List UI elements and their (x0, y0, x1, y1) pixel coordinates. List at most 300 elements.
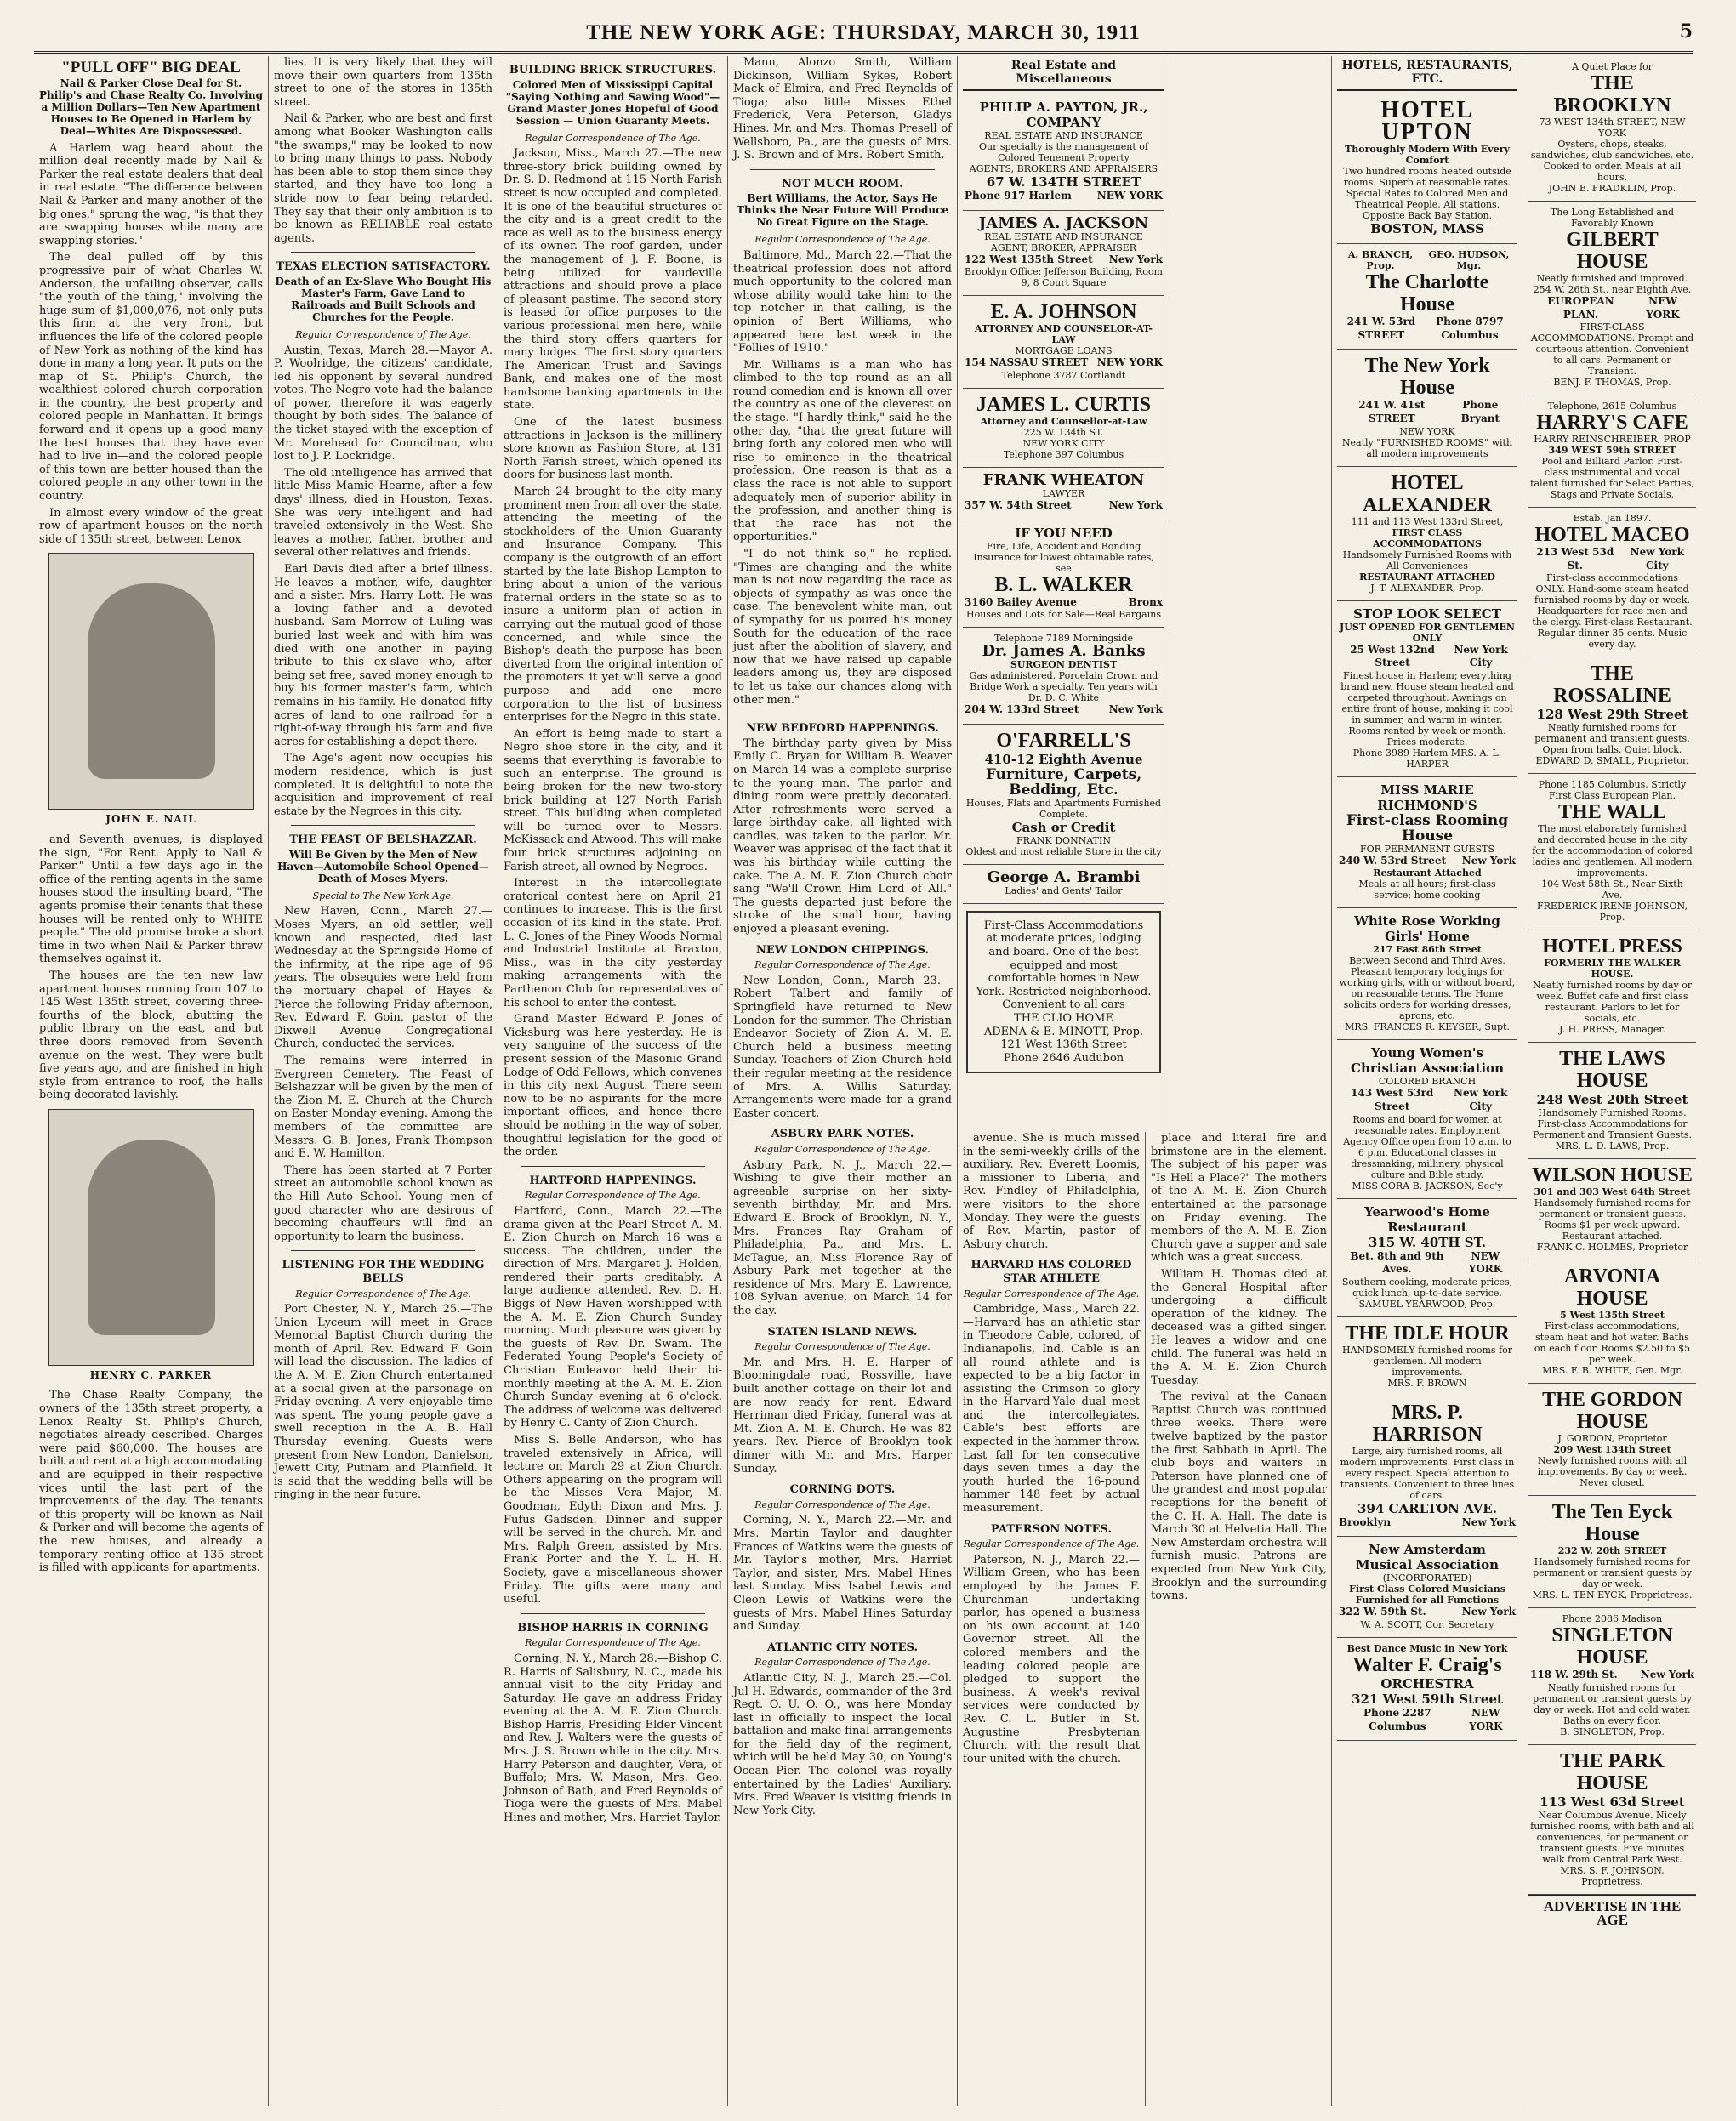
ad-walker (963, 520, 1164, 628)
article-paragraph: Jackson, Miss., March 27.—The new three-story brick building owned by Dr. S. D. Redmond at 115 North Farish street is now occupied and completed. It is one of the beautiful structures of the city and is a great credit to the race as well as to the business energy of its owner. The roof garden, under the management of J. F. Boone, is being utilized for vaudeville attractions and should prove a place of pleasant pastime. The second story is leased for office purposes to the various professional men here, while the third story offers quarters for many lodges. The first story quarters The American Trust and Savings Bank, and makes one of the most handsome banking apartments in the state. (504, 147, 722, 412)
ad-name: ARVONIA HOUSE (1563, 1265, 1661, 1311)
headline-asbury-park: ASBURY PARK NOTES. (771, 1128, 914, 1141)
ad-brambi (963, 865, 1164, 904)
ad-line: MORTGAGE LOANS (1015, 345, 1113, 357)
ad-address: 113 West 63d Street (1540, 1794, 1685, 1810)
deck-building-brick: Colored Men of Mississippi Capital "Saying Nothing and Sawing Wood"—Grand Master Jones Hopeful of Good Session — Union Guaranty Meets. (505, 78, 720, 127)
ad-name: New Amsterdam Musical Association (1355, 1542, 1500, 1573)
ad-city: New York (1108, 498, 1163, 511)
ad-address: 301 and 303 West 64th Street (1534, 1186, 1691, 1198)
article-paragraph: Earl Davis died after a brief illness. He leaves a mother, wife, daughter and a sister. Mrs. Harry Lott. He was a loving father and a devoted husband. Sam Morrow of Luling was buried last week and with him was died with one another in paying tribute to this ex-slave who, after being set free, saved money enough to buy his former master's farm, which remains in his family. He donated fifty acres of land to one railroad for a right-of-way through his farm and five acres for establishing a depot there. (274, 563, 492, 748)
ad-address: 357 W. 54th Street (965, 498, 1072, 511)
byline: Regular Correspondence of The Age. (525, 1637, 701, 1649)
ad-line: ORCHESTRA (1380, 1675, 1474, 1692)
headline-feast-of-belshazzar: THE FEAST OF BELSHAZZAR. (289, 833, 477, 847)
article-paragraph: Grand Master Edward P. Jones of Vicksburg was here yesterday. He is very sanguine of the success of the present session of the Masonic Grand Lodge of Odd Fellows, which convenes in this city next August. There seem now to be no aspirants for the more important offices, and hence there should be nothing in the way of sober, thoughtful legislation for the good of the order. (504, 1013, 722, 1159)
ad-line: Handsomely furnished rooms for permanent or transient guests. Rooms $1 per week upward. Restaurant attached. (1534, 1197, 1691, 1242)
ad-city: NEW YORK (1469, 1706, 1503, 1732)
ad-wilson-house (1528, 1159, 1696, 1260)
real-estate-ads (958, 56, 1170, 1132)
ad-line: Ladies' and Gents' Tailor (1005, 884, 1123, 896)
ad-line: SAMUEL YEARWOOD, Prop. (1358, 1298, 1496, 1310)
section-header-hotels: HOTELS, RESTAURANTS, ETC. (1337, 56, 1517, 91)
ad-curtis (963, 389, 1164, 468)
ad-wheaton (963, 468, 1164, 520)
ad-name: THE LAWS HOUSE (1559, 1048, 1665, 1093)
ad-ofarrell (963, 725, 1164, 865)
ad-name: JAMES L. CURTIS (976, 393, 1152, 416)
byline: Regular Correspondence of The Age. (295, 328, 471, 340)
ad-white-rose (1337, 908, 1517, 1040)
ad-city: NEW YORK (1399, 425, 1455, 437)
ad-the-wall (1528, 774, 1696, 930)
ad-name: MISS MARIE RICHMOND'S (1377, 782, 1477, 813)
ad-line: Houses and Lots for Sale—Real Bargains (966, 609, 1161, 621)
ad-line: MRS. FRANCES R. KEYSER, Supt. (1345, 1021, 1510, 1033)
ad-phone: Phone 8797 Columbus (1436, 316, 1504, 341)
ad-line: The Long Established and Favorably Known (1550, 207, 1675, 229)
ad-line: BENJ. F. THOMAS, Prop. (1553, 377, 1671, 389)
ad-line: Two hundred rooms heated outside rooms. Superb at reasonable rates. Special Rates to Colored Men and Theatrical People. All stations. Opposite Back Bay Station. (1343, 166, 1511, 222)
ad-payton (963, 94, 1164, 211)
ad-line: First-class accommodations ONLY. Hand-some steam heated furnished rooms by day or week. Headquarters for race men and the clergy. First-class Restaurant. Regular dinner 35 cents. Music every day. (1532, 572, 1693, 651)
ad-line: FIRST CLASS ACCOMMODATIONS (1373, 526, 1482, 549)
headline-corning-dots: CORNING DOTS. (789, 1483, 896, 1497)
ad-line: Handsomely Furnished Rooms. First-class Accommodations for Permanent and Transient Guests. (1533, 1107, 1692, 1141)
headline-new-bedford: NEW BEDFORD HAPPENINGS. (746, 722, 939, 736)
article-paragraph: Corning, N. Y., March 22.—Mr. and Mrs. Martin Taylor and daughter Frances of Watkins were the guests of Mr. Taylor's mother, Mrs. Harriet Taylor, and sister, Mrs. Mabel Hines last Sunday. Miss Isabel Lewis and Cleon Lewis of Watkins were the guests of Mrs. Mabel Hines Saturday and Sunday. (733, 1514, 952, 1634)
ad-park-house (1528, 1745, 1696, 1895)
ad-line: JUST OPENED FOR GENTLEMEN ONLY (1340, 621, 1515, 644)
ad-address: 154 NASSAU STREET (965, 356, 1089, 369)
article-paragraph: The Age's agent now occupies his modern residence, which is just completed. It is delightful to note the acquisition and improvement of real estate by the Negroes in this city. (274, 752, 492, 818)
ad-line: FRANK DONNATIN (1016, 834, 1111, 846)
ad-line: ATTORNEY AND COUNSELOR-AT-LAW (975, 323, 1153, 346)
article-paragraph: Port Chester, N. Y., March 25.—The Union Lyceum will meet in Grace Memorial Baptist Church during the month of April. Rev. Edward F. Goin will lead the discussion. The ladies of the A. M. E. Zion Church entertained at a social given at the parsonage on Friday evening. A very enjoyable time was spent. The young people gave a swell reception in the A. B. Hall Thursday evening. Guests were present from New London, Danielson, Jewett City, Putnam and Plainfield. It is said that the wedding bells will be ringing in the near future. (274, 1303, 492, 1502)
ad-ywca (1337, 1040, 1517, 1198)
portrait-silhouette (88, 583, 215, 779)
ad-harrison (1337, 1396, 1517, 1538)
newspaper-title: THE NEW YORK AGE: THURSDAY, MARCH 30, 1911 (586, 21, 1141, 44)
headline-new-london: NEW LONDON CHIPPINGS. (755, 943, 930, 957)
ad-name: Yearwood's Home Restaurant (1364, 1203, 1490, 1235)
ad-ten-eyck-house (1528, 1496, 1696, 1608)
ad-line: Neatly "FURNISHED ROOMS" with all modern improvements (1341, 436, 1513, 459)
ad-address: 248 West 20th Street (1536, 1092, 1688, 1108)
ad-name: First-Class Accommodations (983, 918, 1144, 932)
ad-city: New York (1640, 1669, 1694, 1681)
ad-phone: Telephone 397 Columbus (1003, 448, 1124, 460)
ad-address: 104 West 58th St., Near Sixth Ave. (1541, 879, 1683, 901)
byline: Regular Correspondence of The Age. (754, 959, 931, 971)
ad-name: The Charlotte House (1365, 271, 1489, 316)
ad-name: B. L. WALKER (994, 573, 1133, 596)
byline: Regular Correspondence of The Age. (754, 1657, 931, 1669)
ad-line: LAWYER (1042, 487, 1085, 499)
article-paragraph: Cambridge, Mass., March 22.—Harvard has an athletic star in Theodore Cable, colored, of Indianapolis, Ind. Cable is an all round athlete and is expected to be a big factor in assisting the Crimson to glory in the Harvard-Yale dual meet and the intercollegiates. Cable's best efforts are expected in the hammer throw. Last fall for ten consecutive days seven times a day the youth hurled the 16-pound hammer 148 feet by actual measurement. (963, 1303, 1140, 1515)
ad-line: MRS. F. BROWN (1387, 1377, 1467, 1389)
ad-name: The Ten Eyck House (1551, 1501, 1673, 1546)
column-1 (34, 56, 268, 2106)
ad-city: New York (1108, 703, 1163, 716)
deck-not-much-room: Bert Williams, the Actor, Says He Thinks the Near Future Will Produce No Great Figure on the Stage. (736, 192, 949, 229)
ad-line: HANDSOMELY furnished rooms for gentlemen. All modern improvements. (1341, 1344, 1512, 1378)
ad-harrys-cafe (1528, 395, 1696, 508)
ad-city: NEW YORK (1096, 356, 1163, 369)
caption-john-e-nail: JOHN E. NAIL (105, 813, 196, 826)
ad-name: THE IDLE HOUR (1345, 1322, 1510, 1345)
byline: Regular Correspondence of The Age. (525, 132, 701, 144)
headline-paterson: PATERSON NOTES. (991, 1522, 1112, 1536)
headline-wedding-bells: LISTENING FOR THE WEDDING BELLS (282, 1259, 485, 1285)
ad-line: HARRY REINSCHREIBER, PROP (1534, 434, 1691, 446)
ad-address: 217 East 86th Street (1373, 944, 1482, 956)
ad-name: FRANK WHEATON (982, 470, 1145, 489)
ad-phone: Phone 2646 Audubon (1003, 1051, 1124, 1065)
ad-line: FORMERLY THE WALKER HOUSE. (1544, 958, 1681, 981)
article-paragraph: Atlantic City, N. J., March 25.—Col. Jul H. Edwards, commander of the 3rd Regt. O. U. O. O., was here Monday last in officially to inspect the local battalion and make final arrangements for the field day of the regiment, which will be held May 30, on Young's Ocean Pier. The colonel was royally entertained by the Ladies' Auxiliary. Mrs. Fred Weaver is visiting friends in New York City. (733, 1671, 952, 1817)
divider (521, 1613, 705, 1614)
ad-line: Brooklyn Office: Jefferson Building, Room 9, 8 Court Square (965, 266, 1163, 289)
deck-texas-election: Death of an Ex-Slave Who Bought His Master's Farm, Gave Land to Railroads and Built Schools and Churches for the People. (275, 275, 492, 323)
divider (291, 825, 475, 826)
article-paragraph: Corning, N. Y., March 28.—Bishop C. R. Harris of Salisbury, N. C., made his annual visit to the city Friday and Saturday. He gave an address Friday evening at the A. M. E. Zion Church. Bishop Harris, Presiding Elder Vincent and Rev. J. Walters were the guests of Mrs. J. S. Brown while in the city. Mrs. Harry Peterson and daughter, Vera, of Buffalo; Mrs. W. Mason, Mrs. Geo. Johnson of Bath, and Fred Reynolds of Tioga were the guests of Mrs. Mabel Hines and mother, Mrs. Harriet Taylor. (504, 1652, 722, 1825)
ad-name: HOTEL PRESS (1542, 935, 1682, 958)
ad-line: FOR PERMANENT GUESTS (1360, 843, 1494, 855)
ad-line: MRS. L. D. LAWS, Prop. (1555, 1140, 1670, 1152)
ad-clio-home (966, 911, 1161, 1074)
ad-phone: Telephone 7189 Morningside (994, 633, 1133, 645)
headline-bishop-harris: BISHOP HARRIS IN CORNING (517, 1621, 709, 1635)
ad-line: REAL ESTATE AND INSURANCE (984, 130, 1143, 142)
ad-gilbert-house (1528, 202, 1696, 395)
article-paragraph: The Chase Realty Company, the owners of the 135th street property, a Lenox Realty St. Philip's Church, negotiates already described. Charges were paid $60,000. The houses are built and rent at a high accommodating and are equipped in their respective vices until the last part of the improvements of the day. The tenants of this property will be known as Nail & Parker and will become the agents of the new houses, and already a temporary renting office at 135 street is filled with applicants for apartments. (39, 1389, 263, 1575)
ad-rossaline (1528, 657, 1696, 774)
ad-address: 225 W. 134th ST. (1023, 426, 1104, 438)
ad-address: 67 W. 134TH STREET (986, 174, 1141, 190)
portrait-henry-c-parker (48, 1109, 254, 1366)
headline-texas-election: TEXAS ELECTION SATISFACTORY. (276, 260, 491, 274)
headline-staten-island: STATEN ISLAND NEWS. (767, 1325, 918, 1339)
article-paragraph: place and literal fire and brimstone are in the element. The subject of his paper was "Is Hell a Place?" The mothers of the A. M. E. Zion Church entertained at the parsonage on Friday evening. The members of the A. M. E. Zion Church gave a supper and sale which was a great success. (1151, 1132, 1327, 1265)
page-number: 5 (1679, 20, 1693, 43)
ad-gordon-house (1528, 1384, 1696, 1496)
byline: Regular Correspondence of The Age. (963, 1538, 1140, 1550)
ad-line: Oldest and most reliable Store in the city (965, 845, 1162, 857)
article-paragraph: lies. It is very likely that they will move their own quarters from 135th street to one of the stores in 135th street. (274, 56, 492, 109)
byline: Regular Correspondence of The Age. (754, 1498, 931, 1510)
ad-line: Neatly furnished rooms by day or week. Buffet cafe and first class restaurant. Parlors to let for socials, etc. (1532, 980, 1693, 1025)
ad-line: MRS. S. F. JOHNSON, Proprietress. (1560, 1864, 1665, 1887)
ad-line: Neatly furnished and improved. (1536, 273, 1688, 284)
ad-line: Pool and Billiard Parlor. First-class instrumental and vocal talent furnished for Select Parties, Stags and Private Socials. (1530, 456, 1694, 501)
article-paragraph: New London, Conn., March 23.—Robert Talbert and family of Springfield have returned to New London for the summer. The Christian Endeavor Society of Zion A. M. E. Church held a business meeting Sunday. Teachers of Zion Church held their regular meeting at the residence of Mrs. A. Willis Saturday. Arrangements were made for a grand Easter concert. (733, 974, 952, 1120)
ad-city: NEW YORK (1096, 190, 1163, 202)
ad-line: Meals at all hours; first-class service; home cooking (1358, 879, 1496, 901)
ad-name: Dr. James A. Banks (982, 642, 1146, 661)
ad-line: Fire, Life, Accident and Bonding Insurance for lowest obtainable rates, see (973, 540, 1154, 574)
ad-name: HOTEL MACEO (1534, 524, 1690, 547)
ad-city: New York (1461, 1606, 1516, 1618)
ad-city: NEW YORK (1646, 295, 1680, 321)
byline: Special to The New York Age. (312, 890, 454, 901)
column-7 (1331, 56, 1523, 2106)
ad-line: B. SINGLETON, Prop. (1560, 1726, 1665, 1737)
ad-line: Newly furnished rooms with all improvements. By day or week. Never closed. (1537, 1455, 1688, 1489)
ad-name: THE PARK HOUSE (1560, 1749, 1665, 1794)
byline: Regular Correspondence of The Age. (525, 1190, 701, 1202)
article-paragraph: "I do not think so," he replied. "Times are changing and the white man is not now regarding the race as objects of sympathy as was once the case. The benevolent white man, out of sympathy for us poured his money South for the education of the race just after the abolition of slavery, and now that we have raised up capable leaders among us, they are disposed to let us take our chances along with other men." (733, 548, 952, 707)
ad-address: 73 WEST 134th STREET, NEW YORK (1539, 117, 1686, 139)
ad-name: MRS. P. HARRISON (1372, 1401, 1483, 1446)
ad-address: 240 W. 53rd Street (1339, 854, 1447, 867)
ad-name: HARRY'S CAFE (1536, 412, 1688, 435)
portrait-john-e-nail (48, 553, 254, 810)
ad-name: E. A. JOHNSON (990, 301, 1137, 324)
ad-line: AGENTS, BROKERS AND APPRAISERS (969, 163, 1158, 175)
ad-line: Large, airy furnished rooms, all modern improvements. First class in every respect. Special attention to transients. Convenient to three lines of cars. (1340, 1445, 1515, 1501)
article-paragraph: One of the latest business attractions in Jackson is the millinery store known as Fashion Store, at 131 North Farish street, which opened its doors for business last month. (504, 416, 722, 482)
article-paragraph: In almost every window of the great row of apartment houses on the north side of 135th street, between Lenox (39, 506, 263, 546)
ad-line: J. GORDON, Proprietor (1557, 1433, 1667, 1445)
ad-name: Walter F. Craig's (1352, 1653, 1502, 1676)
ad-name: O'FARRELL'S (996, 729, 1131, 752)
caption-henry-c-parker: HENRY C. PARKER (89, 1368, 213, 1381)
ad-line: Finest house in Harlem; everything brand new. House steam heated and carpeted throughout. Awnings on entire front of house, making it cool in summer, and warm in winter. Rooms rented by week or month. Prices moderate. (1340, 669, 1514, 748)
ad-charlotte-house (1337, 244, 1517, 350)
ad-address: 128 West 29th Street (1536, 707, 1688, 723)
divider (291, 252, 475, 253)
ad-arvonia-house (1528, 1260, 1696, 1384)
ad-name: SINGLETON HOUSE (1551, 1624, 1673, 1669)
headline-hartford: HARTFORD HAPPENINGS. (529, 1174, 697, 1187)
article-paragraph: Mr. and Mrs. H. E. Harper of Bloomingdale road, Rossville, have built another cottage on their lot and are now ready for rent. Edward Herriman died Friday, funeral was at Mt. Zion A. M. E. Church. He was 82 years. Rev. Pierce of Brooklyn took dinner with Mr. and Mrs. Harper Sunday. (733, 1356, 952, 1476)
headline-harvard: HARVARD HAS COLORED STAR ATHLETE (970, 1259, 1132, 1285)
ad-line: Attorney and Counsellor-at-Law (980, 415, 1147, 427)
ad-name: THE GORDON HOUSE (1542, 1389, 1682, 1434)
ad-line: ADENA & E. MINOTT, Prop. (983, 1025, 1144, 1038)
ad-address: 232 W. 20th STREET (1557, 1545, 1667, 1557)
article-paragraph: Miss S. Belle Anderson, who has traveled extensively in Africa, will lecture on March 29 at Zion Church. Others appearing on the program will be the Misses Vera Major, M. Goodman, Edyth Dixon and Mrs. J. Fufus Gadsden. Dinner and supper will be served in the church. Mr. and Mrs. Ralph Green, assisted by Mrs. Frank Porter and the Y. L. H. H. Society, gave a miscellaneous shower Friday. The gifts were many and useful. (504, 1434, 722, 1606)
ad-line: THE CLIO HOME (1014, 1011, 1113, 1025)
column-5-6 (957, 56, 1331, 2106)
ad-line: Handsomely Furnished Rooms with All Conveniences (1342, 549, 1512, 571)
ad-line: IF YOU NEED (1015, 525, 1113, 541)
ad-address: 118 W. 29th St. (1530, 1669, 1618, 1681)
ad-phone: Telephone, 2615 Columbus (1547, 401, 1677, 412)
article-paragraph: The houses are the ten new law apartment houses running from 107 to 145 West 135th street, covering three-fourths of the block, abutting the public library on the east, and but three doors removed from Seventh avenue on the west. They were built five years ago, and are finished in high style from entrance to roof, the halls being decorated lavishly. (39, 969, 263, 1102)
ad-city: NEW YORK CITY (1022, 437, 1105, 449)
column-5-text (958, 1132, 1145, 2106)
ad-line: First-class accommodations, steam heat and hot water. Baths on each floor. Rooms $2.50 to $5 per week. (1534, 1321, 1691, 1366)
byline: Regular Correspondence of The Age. (963, 1288, 1140, 1299)
section-header-real-estate: Real Estate and Miscellaneous (963, 56, 1164, 91)
ad-address: 111 and 113 West 133rd Street, (1351, 515, 1504, 527)
ad-city: New York (1461, 854, 1516, 867)
article-paragraph: The old intelligence has arrived that little Miss Mamie Hearne, after a few days' illness, died in Houston, Texas. She was very intelligent and had traveled extensively in the West. She leaves a mother, father, brother and several other relatives and friends. (274, 466, 492, 560)
divider (521, 1166, 705, 1167)
columns (34, 56, 1701, 2112)
ad-address: 349 WEST 59th STREET (1548, 445, 1676, 457)
ad-line: Gas administered. Porcelain Crown and Bridge Work a specialty. Ten years with Dr. D. C. White (969, 670, 1158, 704)
ad-the-brooklyn (1528, 56, 1696, 202)
byline: Regular Correspondence of The Age. (754, 234, 931, 246)
column-2 (268, 56, 498, 2106)
article-paragraph: March 24 brought to the city many prominent men from all over the state, attending the meeting of the stockholders of the Union Guaranty and Insurance Company. This company is the outgrowth of an effort started by the late Bishop Lampton to bring about a union of the various fraternal orders in the state so as to insure a uniform plan of action in carrying out the mutual good of those concerned, and while since the Bishop's death the purpose has been diverted from the original intention of the promoters it yet will serve a good purpose and add one more corporation to the list of business enterprises for the Negro in this state. (504, 486, 722, 725)
ad-name: The New York House (1364, 355, 1490, 400)
ad-line: EUROPEAN PLAN. (1547, 295, 1614, 321)
ad-singleton-house (1528, 1608, 1696, 1745)
ad-line: at moderate prices, lodging and board. One of the best equipped and most comfortable homes in New York. Restricted neighborhood. Convenient to all cars (976, 932, 1152, 1012)
lower-text (958, 1132, 1331, 2106)
ad-name: HOTEL UPTON (1380, 97, 1474, 146)
column-4 (727, 56, 957, 2106)
ad-line: Brooklyn (1339, 1515, 1392, 1528)
ad-address: 5 West 135th Street (1560, 1310, 1665, 1322)
ad-line: EDWARD D. SMALL, Proprietor. (1535, 755, 1689, 767)
ad-hotel-press (1528, 930, 1696, 1043)
article-paragraph: Asbury Park, N. J., March 22.—Wishing to give their mother an agreeable surprise on her sixty-seventh birthday, Mr. and Mrs. Edward E. Brock of Brooklyn, N. Y., Mrs. Frances Ray Graham of Philadelphia, Pa., and Mrs. L. McTague, an, Miss Florence Ray of Asbury Park met together at the residence of Mrs. Mary E. Lawrence, 108 Sylvan avenue, on March 14 for the day. (733, 1158, 952, 1318)
ad-name: THE WALL (1558, 801, 1666, 824)
ad-line: STOP LOOK SELECT (1353, 606, 1501, 622)
article-paragraph: Interest in the intercollegiate oratorical contest here on April 21 continues to increase. This is the first occasion of its kind in the state. Prof. L. C. Jones of the Piney Woods Normal and Industrial Institute at Braxton, Miss., was in the city yesterday making arrangements with the Parthenon Club for representatives of his school to enter the contest. (504, 877, 722, 1009)
ad-line: J. H. PRESS, Manager. (1559, 1024, 1665, 1036)
portrait-silhouette (88, 1140, 215, 1335)
ad-line: Thoroughly Modern With Every Comfort (1345, 144, 1510, 167)
ad-line: Pleasant temporary lodgings for working girls, with or without board, on reasonable terms. The Home solicits orders for working dresses, aprons, etc. (1339, 966, 1516, 1022)
article-paragraph: avenue. She is much missed in the semi-weekly drills of the auxiliary. Rev. Everett Loomis, a missioner to Liberia, and Rev. Findley of Philadelphia, were visitors to the shore Monday. They were the guests of Rev. Martin, pastor of Asbury church. (963, 1132, 1140, 1251)
article-paragraph: The revival at the Canaan Baptist Church was continued three weeks. There were twelve baptized by the pastor the first Sabbath in April. The club boys and waiters in Paterson have planned one of the grandest and most popular receptions for the benefit of the C. H. A. Hall. The date is March 30 at Helvetia Hall. The New Amsterdam orchestra will furnish music. Patrons are expected from New York City, Brooklyn and the surrounding towns. (1151, 1390, 1327, 1603)
ad-line: Bet. 8th and 9th Aves. (1350, 1249, 1444, 1276)
ad-line: J. T. ALEXANDER, Prop. (1370, 582, 1484, 594)
ad-name: GILBERT HOUSE (1566, 229, 1659, 273)
ad-line: Between Second and Third Aves. (1349, 955, 1505, 967)
ad-line: (INCORPORATED) (1382, 1572, 1472, 1584)
ad-walter-craig (1337, 1638, 1517, 1741)
ad-city: New York (1108, 253, 1163, 265)
ad-address: 241 W. 41st STREET (1358, 399, 1426, 424)
ad-city: New York (1461, 1515, 1516, 1528)
byline: Regular Correspondence of The Age. (754, 1143, 931, 1155)
ad-address: 321 West 59th Street (1352, 1691, 1503, 1707)
ad-banks (963, 628, 1164, 725)
ad-line: Our specialty is the management of Colored Tenement Property (979, 141, 1148, 164)
ad-line: Houses, Flats and Apartments Furnished Complete. (965, 797, 1162, 820)
ad-line: W. A. SCOTT, Cor. Secretary (1360, 1618, 1494, 1630)
article-paragraph: There has been started at 7 Porter street an automobile school known as the Hill Auto School. Young men of good character who are desirous of becoming chauffeurs will find an opportunity to learn the business. (274, 1163, 492, 1243)
ad-idle-hour (1337, 1317, 1517, 1396)
ad-johnson (963, 296, 1164, 389)
ad-phone: Phone Bryant (1460, 399, 1500, 424)
ad-line: First Class Colored Musicians Furnished for all Functions (1349, 1584, 1505, 1606)
article-paragraph: Baltimore, Md., March 22.—That the theatrical profession does not afford much opportunity to the colored man whose ability would take him to the top notcher in that calling, is the opinion of Bert Williams, who appeared here last week in the "Follies of 1910." (733, 248, 952, 355)
ad-line: Rooms and board for women at reasonable rates. Employment Agency Office open from 10 a.m. to 6 p.m. Educational classes in dressmaking, millinery, physical culture and Bible study. (1343, 1113, 1511, 1180)
ad-city: New York City (1630, 546, 1684, 571)
ad-line: Phone 3989 Harlem MRS. A. L. HARPER (1352, 747, 1502, 770)
ad-line: First-class Rooming House (1346, 811, 1509, 844)
column-3 (498, 56, 727, 2106)
ad-phone: Phone 917 Harlem (965, 190, 1072, 202)
ad-line: The most elaborately furnished and decorated house in the city for the accommodation of colored ladies and gentlemen. All modern improvements. (1532, 823, 1693, 879)
ad-address: 254 W. 26th St., near Eighth Ave. (1533, 284, 1692, 295)
ad-phone: Phone 2086 Madison (1562, 1613, 1663, 1625)
ad-address: 122 West 135th Street (965, 253, 1093, 265)
ad-address: 121 West 136th Street (1000, 1038, 1127, 1052)
ad-phone: Phone 1185 Columbus. Strictly First Class European Plan. (1538, 779, 1687, 802)
ad-line: GEO. HUDSON, Mgr. (1428, 249, 1510, 272)
ad-line: Restaurant Attached (1373, 867, 1482, 879)
ad-line: COLORED BRANCH (1378, 1076, 1477, 1088)
ad-name: JAMES A. JACKSON (978, 213, 1149, 232)
article-paragraph: The remains were interred in Evergreen Cemetery. The Feast of Belshazzar will be given by the men of the Zion M. E. Church at the Church on Easter Monday evening. Among the members of the committee are Messrs. G. B. Jones, Frank Thompson and E. W. Hamilton. (274, 1055, 492, 1161)
ad-laws-house (1528, 1043, 1696, 1159)
article-paragraph: The deal pulled off by this progressive pair of what Charles W. Anderson, the unfailing observer, calls "the youth of the thing," involving the huge sum of $1,000,076, not only puts this firm at the very front, but influences the life of the colored people of New York as nothing of the kind has done in many a long year. It puts on the map of St. Philip's Church, the wealthiest colored church corporation in the country, the best property and colored people in Manhattan. It brings forward and it opens up a good many the best houses that they have ever had to live in—and the colored people of this town are better housed than the colored people in any other town in the country. (39, 251, 263, 503)
headline-atlantic-city: ATLANTIC CITY NOTES. (767, 1641, 918, 1654)
ad-hotel-upton (1337, 94, 1517, 244)
article-paragraph: Austin, Texas, March 28.—Mayor A. P. Woolridge, the citizens' candidate, led his opponent by several hundred votes. The Negro vote had the balance of power, therefore it was eagerly thought by both sides. The balance of the ticket stayed with the exception of Mr. Morehead for Councilman, who lost to J. P. Lockridge. (274, 344, 492, 463)
ad-stop-look-select (1337, 601, 1517, 777)
ad-address: 143 West 53rd Street (1351, 1087, 1434, 1112)
ad-phone: Phone 2287 Columbus (1363, 1706, 1431, 1732)
byline: Regular Correspondence of The Age. (754, 1341, 931, 1353)
ad-line: Best Dance Music in New York (1346, 1642, 1508, 1654)
ad-city: New York City (1454, 1087, 1508, 1112)
ad-line: MRS. F. B. WHITE, Gen. Mgr. (1542, 1365, 1682, 1377)
article-paragraph: New Haven, Conn., March 27.—Moses Myers, an old settler, well known and respected, died last Wednesday at the Springside Home of the infirmity, at the ripe age of 96 years. The obsequies were held from the mortuary chapel of Hayes & Pierce the following Friday afternoon, Rev. Edward F. Goin, pastor of the Dixwell Avenue Congregational Church, conducted the services. (274, 905, 492, 1051)
ad-new-amsterdam (1337, 1537, 1517, 1638)
article-paragraph: Paterson, N. J., March 22.—William Green, who has been employed by the James F. Churchman undertaking parlor, has opened a business on his own account at 140 Governor street. All the colored members and the leading colored people are pledged to support the business. A week's revival services were conducted by Rev. C. L. Butler in St. Augustine Presbyterian Church, with the result that four united with the church. (963, 1553, 1140, 1766)
article-paragraph: Mr. Williams is a man who has climbed to the top round as an all round comedian and is known all over the country as one of the cleverest on the stage. "I hardly think," said he the other day, "that the great future will bring forth any colored men who will rise to eminence in the theatrical profession. One reason is that as a class the race is not able to support adequately men of superior ability in the profession, and another thing is that the race has not the opportunities." (733, 358, 952, 544)
byline: Regular Correspondence of The Age. (295, 1288, 471, 1299)
ad-city: BOSTON, MASS (1370, 221, 1484, 237)
article-paragraph: and Seventh avenues, is displayed the sign, "For Rent. Apply to Nail & Parker." Until a few days ago in the office of the renting agents in the same houses stood the insulting board, "The agents promise their tenants that these houses will be rented only to WHITE people." The old promise broke a short time in two when Nail & Parker threw themselves against it. (39, 833, 263, 966)
ad-line: MRS. L. TEN EYCK, Proprietress. (1532, 1589, 1693, 1601)
ad-line: RESTAURANT ATTACHED (1359, 571, 1495, 583)
ad-line: Oysters, chops, steaks, sandwiches, club sandwiches, etc. Cooked to order. Meals at all hours. (1530, 139, 1694, 183)
ad-line: Southern cooking, moderate prices, quick lunch, up-to-date service. (1341, 1276, 1513, 1299)
article-paragraph: William H. Thomas died at the General Hospital after undergoing a difficult operation of the kidney. The deceased was a gifted singer. He leaves a widow and one child. The funeral was held in the A. M. E. Zion Church Tuesday. (1151, 1267, 1327, 1387)
empty-ad-space (1170, 56, 1331, 1132)
ad-address: 213 West 53d St. (1536, 546, 1614, 571)
ad-line: Estab. Jan 1897. (1573, 513, 1652, 525)
ad-address: 322 W. 59th St. (1339, 1606, 1426, 1618)
ad-line: SURGEON DENTIST (1010, 659, 1118, 671)
article-paragraph: Hartford, Conn., March 22.—The drama given at the Pearl Street A. M. E. Zion Church on March 16 was a success. The children, under the direction of Mrs. Margaret J. Holden, rendered their parts creditably. A large audience attended. Rev. D. H. Biggs of New Haven worshipped with the A. M. E. Zion Church Sunday morning. Much pleasure was given by the guests of Rev. Dr. Swam. The Federated Young People's Society of Christian Endeavor held their bi-monthly meeting at the A. M. E. Zion Church Sunday evening at 6 o'clock. The address of welcome was delivered by Henry C. Canty of Zion Church. (504, 1204, 722, 1430)
ad-line: MISS CORA B. JACKSON, Sec'y (1352, 1180, 1503, 1191)
ad-jackson (963, 211, 1164, 297)
ad-line: A Quiet Place for (1571, 61, 1653, 72)
ad-hotel-maceo (1528, 508, 1696, 657)
divider (291, 1250, 475, 1251)
ad-line: FREDERICK IRENE JOHNSON, Prop. (1537, 901, 1688, 924)
masthead (34, 15, 1693, 54)
ad-line: FIRST-CLASS ACCOMMODATIONS. Prompt and courteous attention. Convenient to all cars. Permanent or Transient. (1530, 321, 1694, 378)
ad-city: Bronx (1128, 595, 1163, 608)
ad-marie-richmond (1337, 777, 1517, 909)
ad-address: 315 W. 40TH ST. (1368, 1234, 1487, 1250)
ad-address: 25 West 132nd Street (1350, 643, 1435, 669)
ad-name: Young Women's Christian Association (1351, 1045, 1504, 1077)
ad-name: THE ROSSALINE (1553, 662, 1671, 708)
ad-new-york-house (1337, 350, 1517, 466)
ad-name: HOTEL ALEXANDER (1362, 471, 1492, 516)
ad-line: REAL ESTATE AND INSURANCE AGENT, BROKER, APPRAISER (984, 230, 1143, 253)
advertise-banner: ADVERTISE IN THE AGE (1528, 1895, 1696, 1926)
headline-building-brick: BUILDING BRICK STRUCTURES. (509, 64, 717, 77)
article-paragraph: An effort is being made to start a Negro shoe store in the city, and it seems that everything is favorable to such an enterprise. The ground is being broken for the new two-story brick building at 127 North Farish street. This building when completed will be turned over to Messrs. McKissack and Atwood. This will make four brick structures adjoining on Farish street, all owned by Negroes. (504, 727, 722, 873)
ad-address: 241 W. 53rd STREET (1346, 316, 1416, 341)
ad-line: Furniture, Carpets, Bedding, Etc. (985, 765, 1142, 799)
